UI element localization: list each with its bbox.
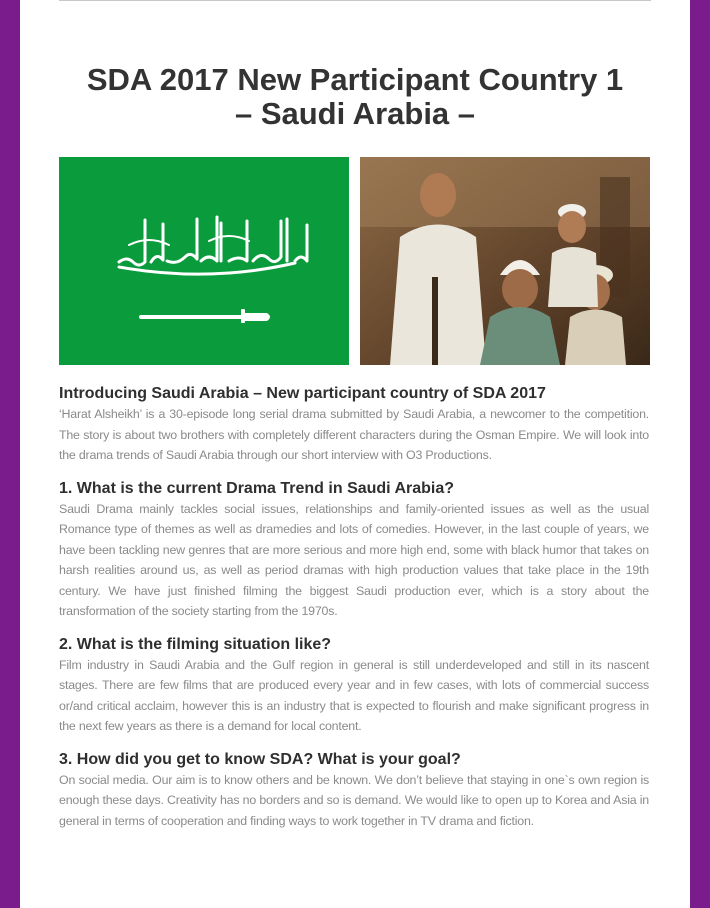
page <box>20 0 690 908</box>
saudi-flag-icon <box>59 157 349 365</box>
section-1-paragraph: Saudi Drama mainly tackles social issues, relationships and family-oriented issues as well as the usual Romance type of themes as well as dramedies and lots of comedies. However, in the last couple of years, we have been tackling new genres that are more serious and more high end, some with black humor that takes on harsh realities around us, as well as period dramas with high production values that take place in the 19th century. We have just finished filming the biggest Saudi production ever, which is a story about the transformation of the society starting from the 1970s. <box>59 501 649 618</box>
article-body <box>59 384 649 844</box>
intro-heading: Introducing Saudi Arabia – New participant country of SDA 2017 <box>59 385 546 402</box>
top-divider <box>59 0 651 1</box>
left-border <box>0 0 20 908</box>
section-2-paragraph: Film industry in Saudi Arabia and the Gulf region in general is still underdeveloped and still in its nascent stages. There are few films that are produced every year and in few cases, with lots of commercial success or/and critical acclaim, however this is an industry that is expected to flourish and make significant progress in the next few years as there is a demand for local content. <box>59 657 649 733</box>
page-title <box>59 63 651 131</box>
title-line-1: SDA 2017 New Participant Country 1 <box>86 62 624 97</box>
section-3-heading: 3. How did you get to know SDA? What is your goal? <box>59 750 461 768</box>
image-row <box>59 157 651 365</box>
section-3-paragraph: On social media. Our aim is to know others and be known. We don’t believe that staying in one`s own region is enough these days. Creativity has no borders and so is demand. We would like to open up to Korea and Asia in general in terms of cooperation and finding ways to work together in TV drama and fiction. <box>59 772 649 828</box>
right-border <box>690 0 710 908</box>
section-2-heading: 2. What is the filming situation like? <box>59 635 332 653</box>
drama-cast-photo <box>360 157 650 365</box>
section-1-heading: 1. What is the current Drama Trend in Saudi Arabia? <box>59 479 455 497</box>
title-line-2: – Saudi Arabia – <box>234 96 476 131</box>
intro-paragraph: ‘Harat Alsheikh’ is a 30-episode long serial drama submitted by Saudi Arabia, a newcomer to the competition. The story is about two brothers with completely different characters during the Osman Empire. We will look into the drama trends of Saudi Arabia through our short interview with O3 Productions. <box>59 407 649 462</box>
